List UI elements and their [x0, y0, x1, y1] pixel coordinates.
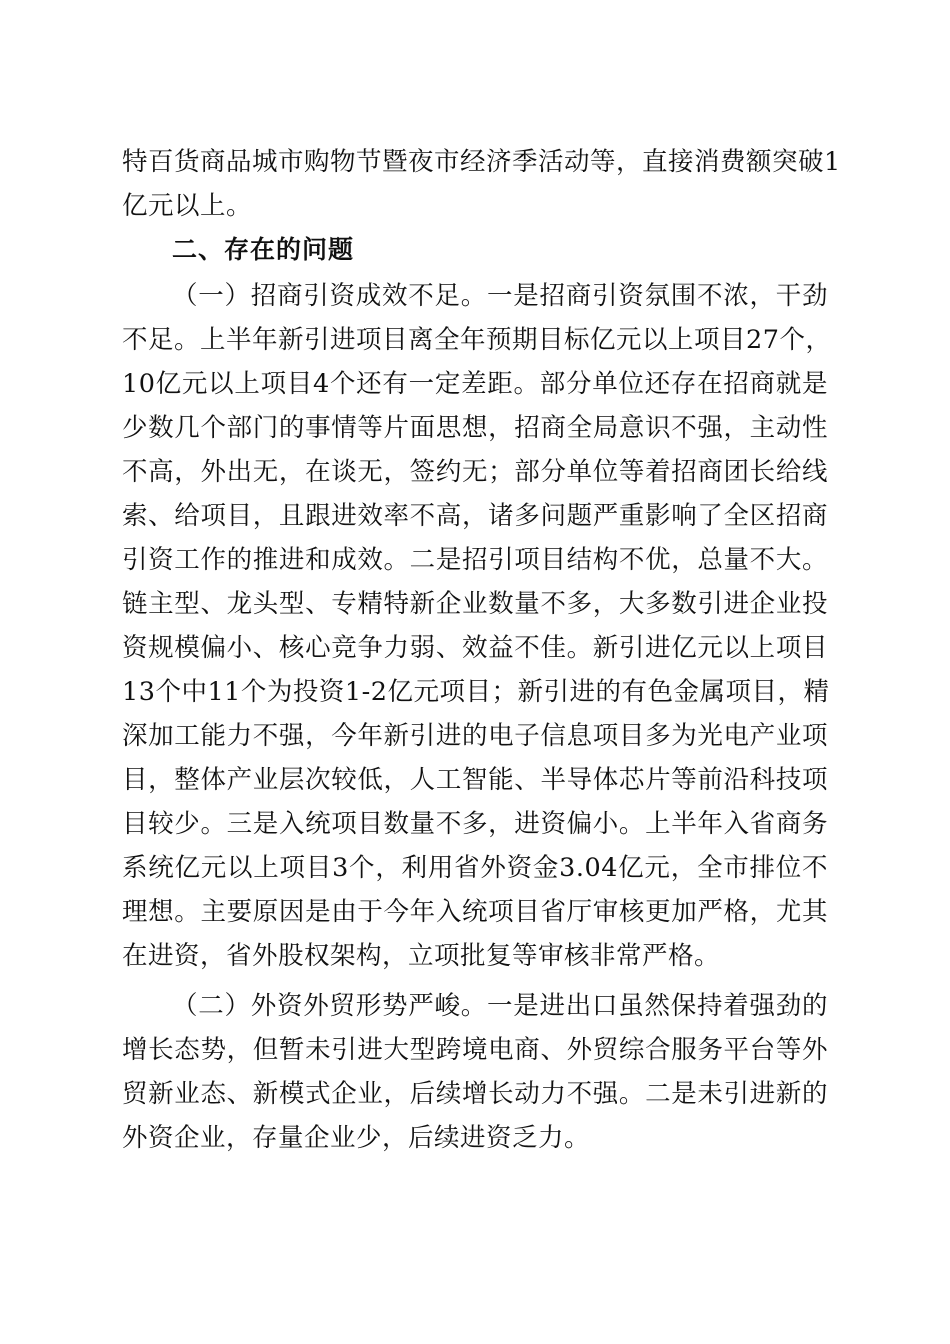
paragraph-line: 10亿元以上项目4个还有一定差距。部分单位还存在招商就是	[122, 369, 828, 399]
paragraph-line: 链主型、龙头型、专精特新企业数量不多，大多数引进企业投	[122, 589, 828, 619]
paragraph-line: 索、给项目，且跟进效率不高，诸多问题严重影响了全区招商	[122, 501, 828, 531]
paragraph-line: （一）招商引资成效不足。一是招商引资氛围不浓，干劲	[172, 281, 828, 311]
paragraph-line: 增长态势，但暂未引进大型跨境电商、外贸综合服务平台等外	[122, 1035, 828, 1065]
paragraph-line: 目较少。三是入统项目数量不多，进资偏小。上半年入省商务	[122, 809, 828, 839]
paragraph-line: 特百货商品城市购物节暨夜市经济季活动等，直接消费额突破1	[122, 147, 841, 177]
paragraph-line: 亿元以上。	[122, 191, 253, 221]
paragraph-line: 贸新业态、新模式企业，后续增长动力不强。二是未引进新的	[122, 1079, 828, 1109]
paragraph-line: 外资企业，存量企业少，后续进资乏力。	[122, 1123, 591, 1153]
paragraph-line: 深加工能力不强，今年新引进的电子信息项目多为光电产业项	[122, 721, 828, 751]
paragraph-line: 系统亿元以上项目3个，利用省外资金3.04亿元，全市排位不	[122, 853, 828, 883]
paragraph-line: 不高，外出无，在谈无，签约无；部分单位等着招商团长给线	[122, 457, 828, 487]
paragraph-line: 13个中11个为投资1-2亿元项目；新引进的有色金属项目，精	[122, 677, 830, 707]
paragraph-line: 资规模偏小、核心竞争力弱、效益不佳。新引进亿元以上项目	[122, 633, 828, 663]
section-heading: 二、存在的问题	[172, 235, 355, 264]
paragraph-line: 少数几个部门的事情等片面思想，招商全局意识不强，主动性	[122, 413, 828, 443]
paragraph-line: 不足。上半年新引进项目离全年预期目标亿元以上项目27个，	[122, 325, 832, 355]
paragraph-line: （二）外资外贸形势严峻。一是进出口虽然保持着强劲的	[172, 991, 828, 1021]
paragraph-line: 目，整体产业层次较低，人工智能、半导体芯片等前沿科技项	[122, 765, 828, 795]
paragraph-line: 理想。主要原因是由于今年入统项目省厅审核更加严格，尤其	[122, 897, 828, 927]
paragraph-line: 在进资，省外股权架构，立项批复等审核非常严格。	[122, 941, 721, 971]
paragraph-line: 引资工作的推进和成效。二是招引项目结构不优，总量不大。	[122, 545, 828, 575]
